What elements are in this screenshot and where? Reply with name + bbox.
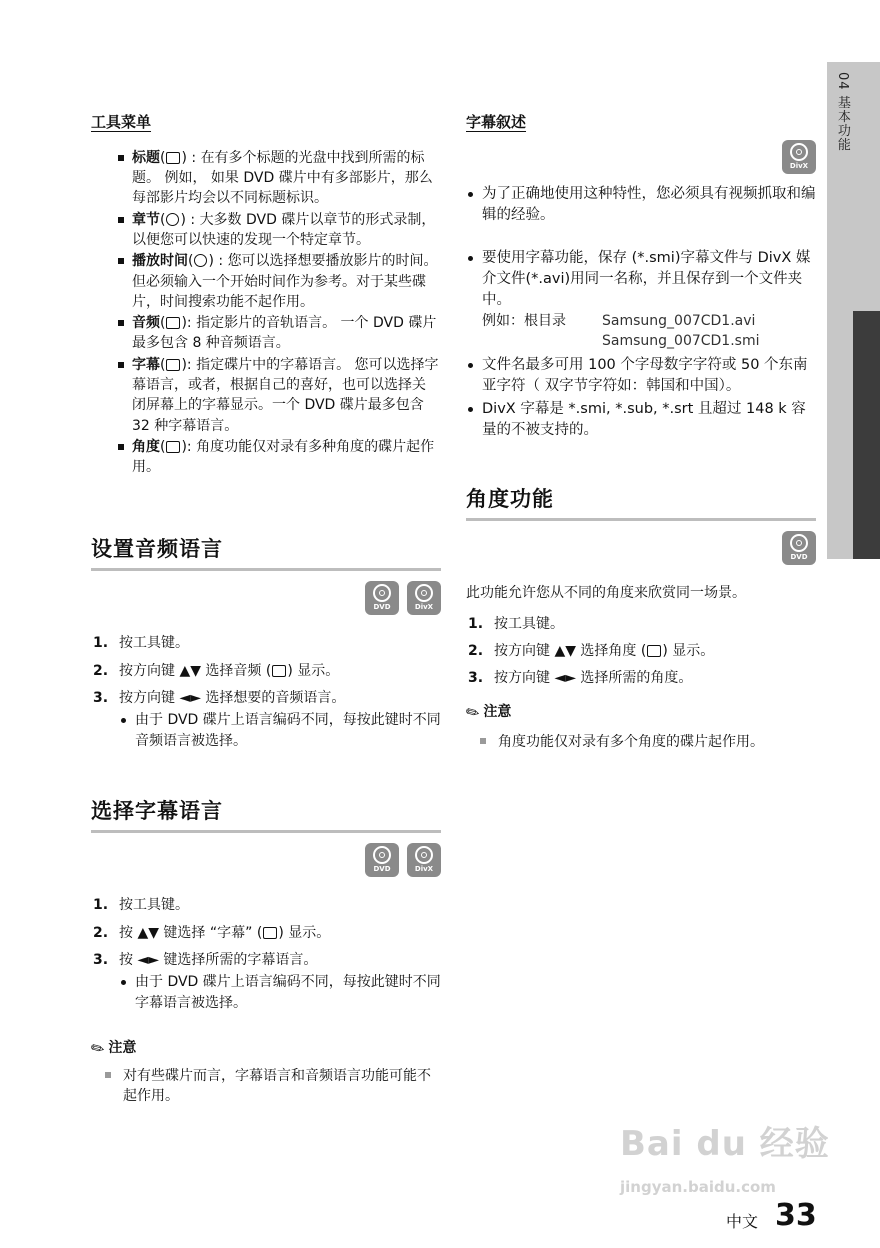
- subtitle-description-list-2: 文件名最多可用 100 个字母数字字符或 50 个东南亚字符（ 双字节字符如：韩国和中国）。 DivX 字幕是 *.smi, *.sub, *.srt 且超过 148 k 容量的不被支持的。: [466, 355, 816, 441]
- note-heading: ✎ 注意: [462, 700, 512, 724]
- angle-icon: [647, 645, 661, 657]
- watermark-url: jingyan.baidu.com: [620, 1178, 776, 1197]
- side-tab-marker: [853, 311, 880, 559]
- step: 2. 按方向键 ▲▼ 选择音频 ( ) 显示。: [93, 662, 340, 679]
- angle-section: [462, 484, 816, 752]
- title-icon: [166, 152, 180, 164]
- example-label: 例如：根目录: [482, 312, 566, 329]
- list-item: 标题( ) : 在有多个标题的光盘中找到所需的标题。 例如， 如果 DVD 碟片中有多部影片，那么每部影片均会以不同标题标识。: [118, 148, 439, 209]
- note-heading: ✎ 注意: [87, 1036, 137, 1061]
- list-item: 角度( ): 角度功能仅对录有多种角度的碟片起作用。: [118, 437, 439, 478]
- step: 3. 按方向键 ◄► 选择所需的角度。: [468, 670, 693, 687]
- example-file: Samsung_007CD1.smi: [602, 333, 760, 350]
- step: 3. 按 ◄► 键选择所需的字幕语言。: [93, 952, 318, 969]
- note-list: 对有些碟片而言，字幕语言和音频语言功能可能不起作用。: [103, 1066, 441, 1107]
- tool-menu-title: 工具菜单: [91, 113, 152, 131]
- subtitle-icon: [263, 927, 277, 939]
- step: 2. 按 ▲▼ 键选择 “字幕” ( ) 显示。: [93, 924, 331, 941]
- step: 1. 按工具键。: [93, 897, 189, 914]
- subtitle-icon: [166, 359, 180, 371]
- side-tab-label: 04 基本功能: [834, 72, 850, 152]
- watermark-logo: Bai du 经验: [620, 1124, 830, 1164]
- chapter-icon: [166, 213, 179, 226]
- step: 2. 按方向键 ▲▼ 选择角度 ( ) 显示。: [468, 643, 715, 660]
- list-item: 音频( ): 指定影片的音轨语言。 一个 DVD 碟片最多包含 8 种音频语言。: [118, 313, 439, 354]
- audio-icon: [272, 665, 286, 677]
- audio-language-title: 设置音频语言: [91, 534, 441, 571]
- disc-badges: [91, 581, 441, 615]
- step: 1. 按工具键。: [93, 635, 189, 652]
- step: 1. 按工具键。: [468, 615, 564, 632]
- audio-icon: [166, 317, 180, 329]
- clock-icon: [194, 254, 207, 267]
- example-files: [482, 311, 816, 352]
- subtitle-language-section: [87, 796, 441, 1107]
- tool-menu-list: [118, 148, 439, 478]
- list-item: 播放时间( ) : 您可以选择想要播放影片的时间。但必须输入一个开始时间作为参考。对于某些碟片，时间搜索功能不起作用。: [118, 251, 439, 312]
- subtitle-language-bullet: 由于 DVD 碟片上语言编码不同，每按此键时不同字幕语言被选择。: [119, 972, 441, 1013]
- subtitle-description-title: 字幕叙述: [466, 113, 527, 131]
- disc-badges: [466, 531, 816, 565]
- footer-language: 中文: [726, 1212, 759, 1231]
- audio-language-bullet: 由于 DVD 碟片上语言编码不同，每按此键时不同音频语言被选择。: [119, 710, 441, 751]
- pencil-icon: ✎: [462, 700, 484, 724]
- divx-disc-icon: DivX: [407, 843, 441, 877]
- example-file: Samsung_007CD1.avi: [602, 312, 756, 329]
- list-item: 字幕( ): 指定碟片中的字幕语言。 您可以选择字幕语言，或者，根据自己的喜好，也可以选择关闭屏幕上的字幕显示。一个 DVD 碟片最多包含 32 种字幕语言。: [118, 355, 439, 436]
- angle-icon: [166, 441, 180, 453]
- subtitle-language-steps: [91, 895, 441, 970]
- subtitle-description-list: 为了正确地使用这种特性，您必须具有视频抓取和编辑的经验。 要使用字幕功能，保存 (*.smi)字幕文件与 DivX 媒介文件(*.avi)用同一名称，并且保存到一个文件夹中。: [466, 184, 816, 311]
- tool-menu-section: [91, 112, 439, 479]
- step: 3. 按方向键 ◄► 选择想要的音频语言。: [93, 690, 346, 707]
- divx-disc-icon: DivX: [407, 581, 441, 615]
- page-number: 33: [775, 1198, 817, 1233]
- subtitle-language-title: 选择字幕语言: [91, 796, 441, 833]
- subtitle-description-section: [466, 112, 816, 441]
- angle-title: 角度功能: [466, 484, 816, 521]
- disc-badges: [466, 140, 816, 174]
- audio-language-section: [91, 534, 441, 751]
- divx-disc-icon: DivX: [782, 140, 816, 174]
- note-list: 角度功能仅对录有多个角度的碟片起作用。: [478, 732, 816, 752]
- angle-intro: 此功能允许您从不同的角度来欣赏同一场景。: [466, 585, 746, 602]
- angle-steps: [466, 614, 816, 689]
- list-item: 章节( ) : 大多数 DVD 碟片以章节的形式录制，以便您可以快速的发现一个特定章节。: [118, 210, 439, 251]
- dvd-disc-icon: DVD: [365, 581, 399, 615]
- disc-badges: [91, 843, 441, 877]
- dvd-disc-icon: DVD: [782, 531, 816, 565]
- audio-language-steps: [91, 633, 441, 708]
- dvd-disc-icon: DVD: [365, 843, 399, 877]
- pencil-icon: ✎: [87, 1036, 109, 1061]
